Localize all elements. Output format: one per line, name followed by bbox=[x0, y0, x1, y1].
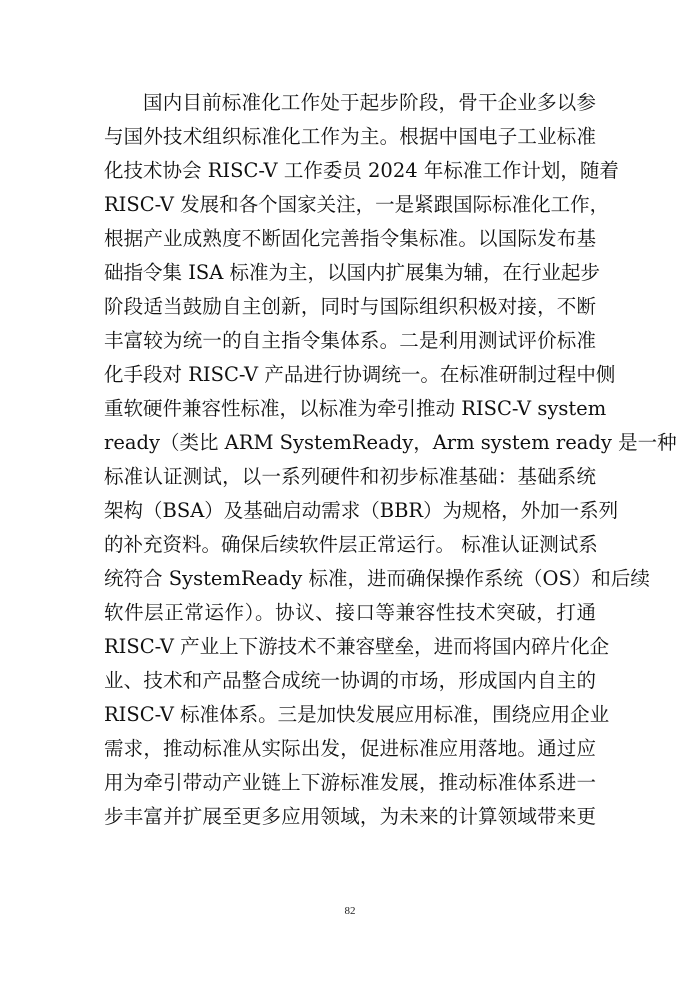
body-text-line: 用为牵引带动产业链上下游标准发展，推动标准体系进一 bbox=[104, 771, 596, 794]
body-text-line: 重软硬件兼容性标准，以标准为牵引推动 RISC-V system bbox=[104, 397, 607, 420]
body-text-line: 步丰富并扩展至更多应用领域，为未来的计算领域带来更 bbox=[104, 805, 596, 828]
body-text-line: 丰富较为统一的自主指令集体系。二是利用测试评价标准 bbox=[104, 329, 596, 352]
page-number: 82 bbox=[344, 905, 356, 917]
body-text-line: 标准认证测试，以一系列硬件和初步标准基础：基础系统 bbox=[104, 465, 596, 488]
body-text-line: 业、技术和产品整合成统一协调的市场，形成国内自主的 bbox=[104, 669, 596, 692]
body-text-line: RISC-V 产业上下游技术不兼容壁垒，进而将国内碎片化企 bbox=[104, 635, 610, 658]
body-text-line: 的补充资料。确保后续软件层正常运行。 标准认证测试系 bbox=[104, 533, 598, 556]
body-text-line: 化技术协会 RISC-V 工作委员 2024 年标准工作计划，随着 bbox=[104, 159, 619, 182]
body-text-line: 与国外技术组织标准化工作为主。根据中国电子工业标准 bbox=[104, 125, 596, 148]
body-text-line: 阶段适当鼓励自主创新，同时与国际组织积极对接，不断 bbox=[104, 295, 596, 318]
body-text-line: 国内目前标准化工作处于起步阶段，骨干企业多以参 bbox=[143, 91, 596, 114]
body-text-line: 根据产业成熟度不断固化完善指令集标准。以国际发布基 bbox=[104, 227, 596, 250]
body-text-line: 化手段对 RISC-V 产品进行协调统一。在标准研制过程中侧 bbox=[104, 363, 616, 386]
body-text-line: 软件层正常运作）。协议、接口等兼容性技术突破，打通 bbox=[104, 601, 596, 624]
body-text-line: 统符合 SystemReady 标准，进而确保操作系统（OS）和后续 bbox=[104, 567, 650, 590]
body-text-line: 架构（BSA）及基础启动需求（BBR）为规格，外加一系列 bbox=[104, 499, 619, 522]
body-text-line: 需求，推动标准从实际出发，促进标准应用落地。通过应 bbox=[104, 737, 596, 760]
body-text-line: RISC-V 标准体系。三是加快发展应用标准，围绕应用企业 bbox=[104, 703, 610, 726]
body-text-line: ready（类比 ARM SystemReady，Arm system ready 是一种 bbox=[104, 431, 677, 454]
body-text-line: RISC-V 发展和各个国家关注，一是紧跟国际标准化工作， bbox=[104, 193, 610, 216]
body-text-line: 础指令集 ISA 标准为主，以国内扩展集为辅，在行业起步 bbox=[104, 261, 601, 284]
